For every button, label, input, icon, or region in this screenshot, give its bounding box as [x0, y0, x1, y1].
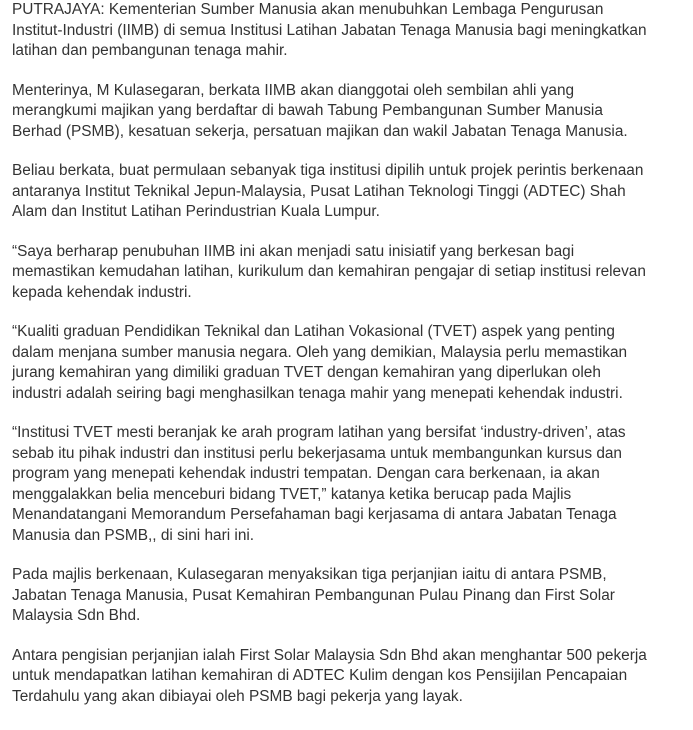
paragraph-line: Manusia dan PSMB,, di sini hari ini.: [12, 526, 255, 544]
paragraph-line: “Institusi TVET mesti beranjak ke arah program latihan yang bersifat ‘industry-driven’, atas: [12, 424, 626, 441]
paragraph-line: memastikan kemudahan latihan, kurikulum dan kemahiran pengajar di setiap institusi relevan: [12, 263, 646, 280]
paragraph-line: Menandatangani Memorandum Persefahaman bagi kerjasama di antara Jabatan Tenaga: [12, 506, 617, 523]
paragraph-8: [12, 646, 692, 708]
paragraph-line: Pada majlis berkenaan, Kulasegaran menyaksikan tiga perjanjian iaitu di antara PSMB,: [12, 566, 607, 583]
paragraph-line: Institut-Industri (IIMB) di semua Institusi Latihan Jabatan Tenaga Manusia bagi meningkatkan: [12, 21, 647, 39]
paragraph-line: PUTRAJAYA: Kementerian Sumber Manusia akan menubuhkan Lembaga Pengurusan: [12, 1, 604, 18]
paragraph-line: latihan dan pembangunan tenaga mahir.: [12, 42, 288, 59]
paragraph-1: [12, 0, 692, 62]
paragraph-7: [12, 565, 692, 627]
paragraph-4: [12, 242, 692, 304]
paragraph-line: program yang menepati kehendak industri tempatan. Dengan cara berkenaan, ia akan: [12, 465, 600, 482]
paragraph-line: Jabatan Tenaga Manusia, Pusat Kemahiran Pembangunan Pulau Pinang dan First Solar: [12, 586, 615, 604]
paragraph-line: Antara pengisian perjanjian ialah First Solar Malaysia Sdn Bhd akan menghantar 500 pekerja: [12, 646, 647, 664]
paragraph-line: Berhad (PSMB), kesatuan sekerja, persatuan majikan dan wakil Jabatan Tenaga Manusia.: [12, 122, 628, 140]
paragraph-line: Beliau berkata, buat permulaan sebanyak tiga institusi dipilih untuk projek perintis berkenaan: [12, 162, 644, 179]
paragraph-5: [12, 322, 692, 404]
paragraph-line: menggalakkan belia menceburi bidang TVET,” katanya ketika berucap pada Majlis: [12, 485, 572, 503]
paragraph-6: [12, 423, 692, 546]
paragraph-line: sebab itu pihak industri dan institusi perlu bekerjasama untuk membangunkan kursus dan: [12, 444, 622, 462]
paragraph-line: industri adalah seiring bagi menghasilkan tenaga mahir yang menepati kehendak industri.: [12, 384, 623, 402]
paragraph-line: Menterinya, M Kulasegaran, berkata IIMB akan dianggotai oleh sembilan ahli yang: [12, 81, 575, 99]
paragraph-line: Malaysia Sdn Bhd.: [12, 607, 141, 624]
paragraph-line: untuk mendapatkan latihan kemahiran di ADTEC Kulim dengan kos Pensijilan Pencapaian: [12, 667, 628, 684]
paragraph-line: jurang kemahiran yang dimiliki graduan TVET dengan kemahiran yang diperlukan oleh: [12, 364, 601, 381]
paragraph-line: Alam dan Institut Latihan Perindustrian Kuala Lumpur.: [12, 203, 380, 220]
article-body: [12, 0, 692, 726]
paragraph-line: “Saya berharap penubuhan IIMB ini akan menjadi satu inisiatif yang berkesan bagi: [12, 242, 575, 260]
paragraph-line: antaranya Institut Teknikal Jepun-Malaysia, Pusat Latihan Teknologi Tinggi (ADTEC) Shah: [12, 182, 626, 200]
paragraph-2: [12, 81, 692, 143]
paragraph-line: dalam menjana sumber manusia negara. Oleh yang demikian, Malaysia perlu memastikan: [12, 343, 628, 361]
paragraph-line: “Kualiti graduan Pendidikan Teknikal dan Latihan Vokasional (TVET) aspek yang penting: [12, 323, 615, 340]
paragraph-line: merangkumi majikan yang berdaftar di bawah Tabung Pembangunan Sumber Manusia: [12, 102, 603, 119]
paragraph-line: kepada kehendak industri.: [12, 283, 192, 301]
paragraph-3: [12, 161, 692, 223]
paragraph-line: Terdahulu yang akan dibiayai oleh PSMB bagi pekerja yang layak.: [12, 687, 463, 705]
